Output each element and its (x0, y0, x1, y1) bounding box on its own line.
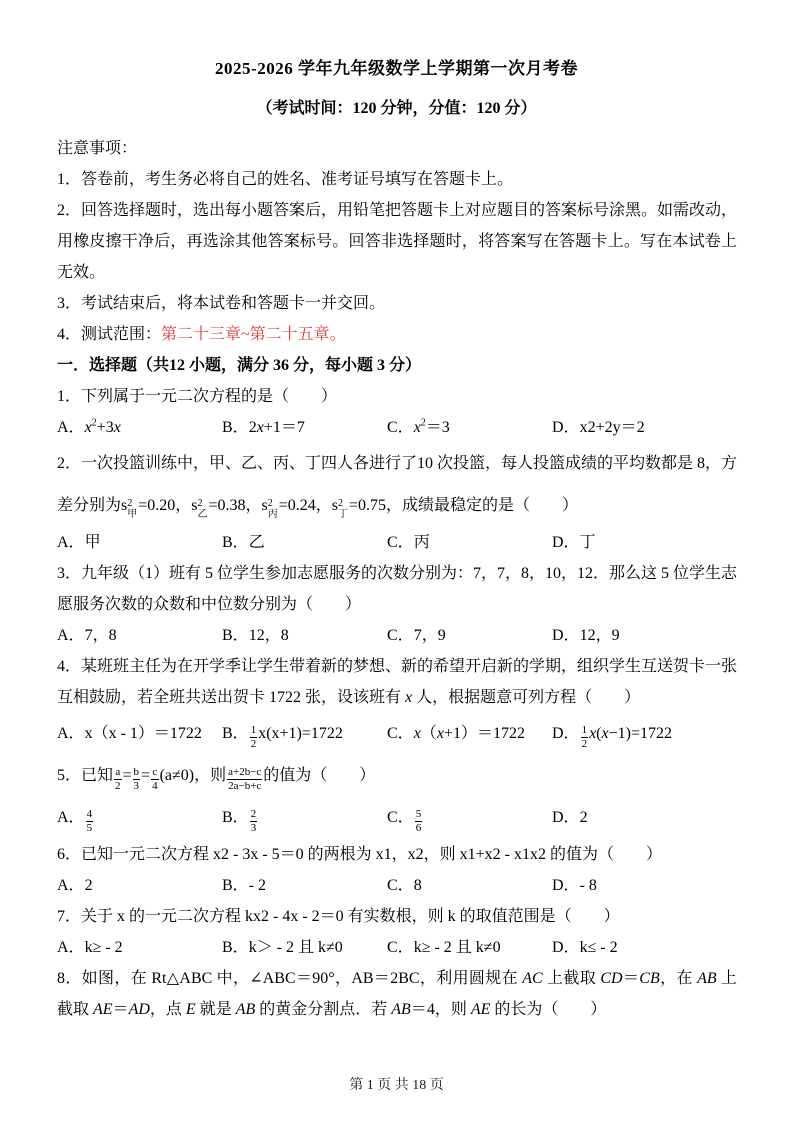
fraction-denominator: 2a−b+c (228, 780, 262, 792)
text-run: （ (420, 725, 437, 742)
option-label: A． (57, 534, 85, 551)
superscript-subscript (198, 498, 208, 520)
superscript-subscript (268, 498, 278, 520)
question (57, 381, 737, 443)
text-run: =0.20，s (138, 497, 198, 514)
option-b (222, 713, 387, 755)
option-a (57, 713, 222, 755)
text-run: - 8 (579, 877, 597, 894)
text-run: AE (470, 1001, 491, 1018)
notice-item (57, 288, 737, 319)
question (57, 558, 737, 651)
text-run: 人，根据题意可列方程（ ） (412, 689, 641, 706)
option-label: A． (57, 877, 85, 894)
text-run: 2．一次投篮训练中，甲、乙、丙、丁四人各进行了10 次投篮，每人投篮成绩的平均数都是 8，方差分别为s (57, 455, 738, 514)
text-run: AB (697, 970, 717, 987)
option-content (580, 534, 596, 551)
fraction (250, 724, 258, 750)
option-label: C． (387, 877, 414, 894)
red-text: 第二十三章~第二十五章。 (161, 326, 346, 343)
superscript: 2 (91, 417, 97, 429)
text-run: =0.38，s (208, 497, 268, 514)
notice-heading: 注意事项： (57, 140, 138, 157)
option-content (414, 534, 430, 551)
option-content (249, 534, 265, 551)
text-run: x(x+1)=1722 (258, 725, 343, 742)
text-run: 7．关于 x 的一元二次方程 kx2 - 4x - 2＝0 有实数根，则 k 的取值范围是（ ） (57, 908, 620, 925)
fraction-numerator: 2 (250, 808, 257, 821)
option-a (57, 797, 222, 839)
fraction-numerator: 5 (415, 808, 422, 821)
options-row (57, 527, 737, 558)
text-run: = (122, 767, 132, 784)
text-run: AE (93, 1001, 113, 1018)
option-d (552, 797, 737, 839)
text-run: 3．考试结束后，将本试卷和答题卡一并交回。 (57, 295, 386, 312)
option-label: A． (57, 627, 85, 644)
text-run: 2 (248, 419, 257, 436)
option-content (580, 724, 672, 750)
option-content (580, 627, 620, 644)
option-c (387, 620, 552, 651)
option-label: C． (387, 809, 414, 826)
text-run: x (436, 725, 444, 742)
fraction-denominator: 3 (133, 780, 140, 792)
option-a (57, 412, 222, 443)
option-label: B． (222, 419, 249, 436)
fraction-denominator: 5 (86, 822, 93, 834)
option-content (249, 939, 343, 956)
notice-item (57, 319, 737, 350)
text-run: (a≠0)，则 (159, 767, 227, 784)
text-run: k≥ - 2 且 k≠0 (413, 939, 501, 956)
exam-content (57, 133, 737, 1025)
option-label: B． (222, 939, 249, 956)
question-stem (57, 651, 737, 713)
superscript: 2 (127, 498, 133, 509)
fraction (114, 766, 122, 792)
option-label: D． (552, 939, 580, 956)
text-run: 1．下列属于一元二次方程的是（ ） (57, 388, 338, 405)
text-run: x (601, 725, 609, 742)
fraction-numerator: 4 (86, 808, 93, 821)
text-run: ，点 (149, 1001, 186, 1018)
option-b (222, 797, 387, 839)
option-content (414, 627, 446, 644)
option-content (580, 809, 588, 826)
options-row (57, 870, 737, 901)
superscript: 2 (197, 498, 203, 509)
option-b (222, 527, 387, 558)
text-run: 2 (84, 877, 93, 894)
superscript-subscript (127, 498, 137, 520)
text-run: 8．如图，在 Rt△ABC 中，∠ABC＝90°，AB＝2BC，利用圆规在 (57, 970, 523, 987)
text-run: =0.75，成绩最稳定的是（ ） (349, 497, 579, 514)
option-label: A． (57, 809, 85, 826)
text-run: x (589, 725, 597, 742)
question (57, 901, 737, 963)
option-a (57, 932, 222, 963)
text-run: 乙 (248, 534, 265, 551)
option-content (85, 419, 121, 436)
option-d (552, 932, 737, 963)
text-run: x (413, 419, 421, 436)
text-run: x (113, 419, 121, 436)
options-row (57, 713, 737, 755)
options-row (57, 932, 737, 963)
question-stem (57, 901, 737, 932)
option-label: B． (222, 725, 249, 742)
option-b (222, 620, 387, 651)
option-d (552, 620, 737, 651)
text-run: ( (596, 725, 602, 742)
text-run: x (413, 725, 421, 742)
text-run: +1＝7 (263, 419, 305, 436)
text-run: k≤ - 2 (579, 939, 618, 956)
text-run: x (256, 419, 264, 436)
text-run: 4．测试范围： (57, 326, 162, 343)
section-heading: 一．选择题（共12 小题，满分 36 分，每小题 3 分） (57, 357, 422, 374)
text-run: CB (639, 970, 660, 987)
text-run: CD (600, 970, 623, 987)
option-content (249, 808, 259, 834)
options-row (57, 797, 737, 839)
option-label: C． (387, 627, 414, 644)
question (57, 651, 737, 755)
text-run: 5．已知 (57, 767, 114, 784)
text-run: AB (391, 1001, 411, 1018)
option-content (85, 534, 101, 551)
fraction-denominator: 2 (250, 738, 257, 750)
fraction (86, 808, 94, 834)
text-run: 的黄金分割点．若 (255, 1001, 392, 1018)
text-run: 上截取 (57, 970, 737, 1018)
text-run: = (141, 767, 151, 784)
option-c (387, 870, 552, 901)
option-content (249, 724, 343, 750)
option-content (414, 419, 450, 436)
option-label: A． (57, 419, 85, 436)
options-row (57, 620, 737, 651)
option-label: D． (552, 627, 580, 644)
option-content (580, 939, 618, 956)
option-d (552, 527, 737, 558)
fraction-numerator: 1 (250, 724, 257, 737)
option-c (387, 412, 552, 443)
fraction-denominator: 3 (250, 822, 257, 834)
option-label: A． (57, 939, 85, 956)
fraction-numerator: a (115, 766, 121, 779)
option-content (580, 419, 645, 436)
text-run: 丁 (579, 534, 596, 551)
text-run: AB (235, 1001, 256, 1018)
question (57, 443, 737, 558)
superscript: 2 (338, 498, 344, 509)
option-content (85, 939, 123, 956)
question-stem (57, 381, 737, 412)
text-run: −1)=1722 (608, 725, 672, 742)
option-label: D． (552, 534, 580, 551)
text-run: 丙 (413, 534, 430, 551)
text-run: ，在 (659, 970, 698, 987)
option-label: C． (387, 534, 414, 551)
text-run: 6．已知一元二次方程 x2 - 3x - 5＝0 的两根为 x1，x2，则 x1+x2 - x1x2 的值为（ ） (57, 846, 663, 863)
text-run: 就是 (195, 1001, 236, 1018)
text-run: 7，8 (84, 627, 117, 644)
text-run: 2 (579, 809, 588, 826)
option-content (580, 877, 597, 894)
text-run: k＞ - 2 且 k≠0 (248, 939, 343, 956)
page-footer: 第 1 页 共 18 页 (349, 1078, 444, 1093)
text-run: 7，9 (413, 627, 446, 644)
option-content (85, 877, 93, 894)
text-run: E (185, 1001, 196, 1018)
fraction-numerator: b (133, 766, 140, 779)
text-run: 12，8 (248, 627, 289, 644)
option-b (222, 932, 387, 963)
question-stem (57, 755, 737, 797)
option-label: A． (57, 725, 85, 742)
text-run: - 2 (248, 877, 267, 894)
question-stem (57, 839, 737, 870)
fraction-numerator: c (152, 766, 158, 779)
question-stem (57, 963, 737, 1025)
option-content (414, 725, 525, 742)
option-c (387, 527, 552, 558)
notice-item (57, 195, 737, 288)
option-c (387, 713, 552, 755)
fraction-denominator: 2 (115, 780, 121, 792)
option-content (414, 877, 422, 894)
text-run: 3．九年级（1）班有 5 位学生参加志愿服务的次数分别为：7，7，8，10，12．那么这 5 位学生志愿服务次数的众数和中位数分别为（ ） (57, 565, 738, 613)
text-run: ＝ (622, 970, 640, 987)
option-a (57, 620, 222, 651)
fraction (151, 766, 159, 792)
option-content (414, 939, 501, 956)
subscript: 乙 (197, 509, 208, 520)
text-run: 1．答卷前，考生务必将自己的姓名、准考证号填写在答题卡上。 (57, 171, 514, 188)
question (57, 839, 737, 901)
text-run: 上截取 (542, 970, 601, 987)
text-run: +1）＝1722 (443, 725, 525, 742)
fraction-denominator: 4 (152, 780, 158, 792)
question (57, 755, 737, 839)
option-content (85, 725, 202, 742)
text-run: AC (522, 970, 543, 987)
fraction (227, 766, 262, 792)
text-run: 的值为（ ） (263, 767, 376, 784)
question-stem (57, 443, 737, 527)
option-label: C． (387, 419, 414, 436)
option-content (414, 808, 424, 834)
text-run: AD (128, 1001, 150, 1018)
fraction-numerator: 1 (581, 724, 588, 737)
text-run: +3 (96, 419, 114, 436)
subscript: 丁 (338, 509, 349, 520)
text-run: 12，9 (579, 627, 620, 644)
exam-subtitle: （考试时间：120 分钟，分值：120 分） (256, 100, 537, 117)
text-run: 4．某班班主任为在开学季让学生带着新的梦想、新的希望开启新的学期，组织学生互送贺卡一张互相鼓励，若全班共送出贺卡 1722 张，设该班有 (57, 658, 738, 706)
option-label: D． (552, 725, 580, 742)
text-run: x (84, 419, 92, 436)
option-a (57, 527, 222, 558)
subscript: 丙 (267, 509, 278, 520)
notice-list (57, 164, 737, 350)
option-d (552, 412, 737, 443)
option-c (387, 797, 552, 839)
fraction (415, 808, 423, 834)
question (57, 963, 737, 1025)
text-run: 甲 (84, 534, 101, 551)
option-label: B． (222, 627, 249, 644)
option-label: D． (552, 419, 580, 436)
fraction-denominator: 6 (415, 822, 422, 834)
option-c (387, 932, 552, 963)
superscript: 2 (420, 417, 426, 429)
option-content (249, 419, 305, 436)
option-label: C． (387, 939, 414, 956)
text-run: x (405, 689, 413, 706)
superscript-subscript (338, 498, 348, 520)
option-content (249, 877, 266, 894)
options-row (57, 412, 737, 443)
option-label: B． (222, 877, 249, 894)
question-stem (57, 558, 737, 620)
option-d (552, 713, 737, 755)
text-run: x（x - 1）＝1722 (84, 725, 202, 742)
fraction-denominator: 2 (581, 738, 588, 750)
option-label: B． (222, 534, 249, 551)
exam-title: 2025-2026 学年九年级数学上学期第一次月考卷 (215, 59, 578, 78)
option-content (249, 627, 289, 644)
text-run: x2+2y＝2 (579, 419, 645, 436)
option-b (222, 412, 387, 443)
text-run: ＝4，则 (410, 1001, 471, 1018)
text-run: ＝ (112, 1001, 129, 1018)
text-run: =0.24，s (278, 497, 339, 514)
fraction (581, 724, 589, 750)
text-run: 2．回答选择题时，选出每小题答案后，用铅笔把答题卡上对应题目的答案标号涂黑。如需改动，用橡皮擦干净后，再选涂其他答案标号。回答非选择题时，将答案写在答题卡上。写在本试卷上无效。 (57, 202, 738, 281)
option-label: B． (222, 809, 249, 826)
text-run: 的长为（ ） (490, 1001, 607, 1018)
text-run: ＝3 (425, 419, 450, 436)
option-label: C． (387, 725, 414, 742)
text-run: 8 (413, 877, 422, 894)
fraction (250, 808, 258, 834)
question-list (57, 381, 737, 1025)
fraction (133, 766, 141, 792)
subscript: 甲 (127, 509, 138, 520)
option-content (85, 808, 95, 834)
option-content (85, 627, 117, 644)
option-label: D． (552, 809, 580, 826)
superscript: 2 (267, 498, 273, 509)
option-b (222, 870, 387, 901)
fraction-numerator: a+2b−c (228, 766, 262, 779)
notice-item (57, 164, 737, 195)
option-a (57, 870, 222, 901)
option-d (552, 870, 737, 901)
option-label: D． (552, 877, 580, 894)
text-run: k≥ - 2 (84, 939, 123, 956)
